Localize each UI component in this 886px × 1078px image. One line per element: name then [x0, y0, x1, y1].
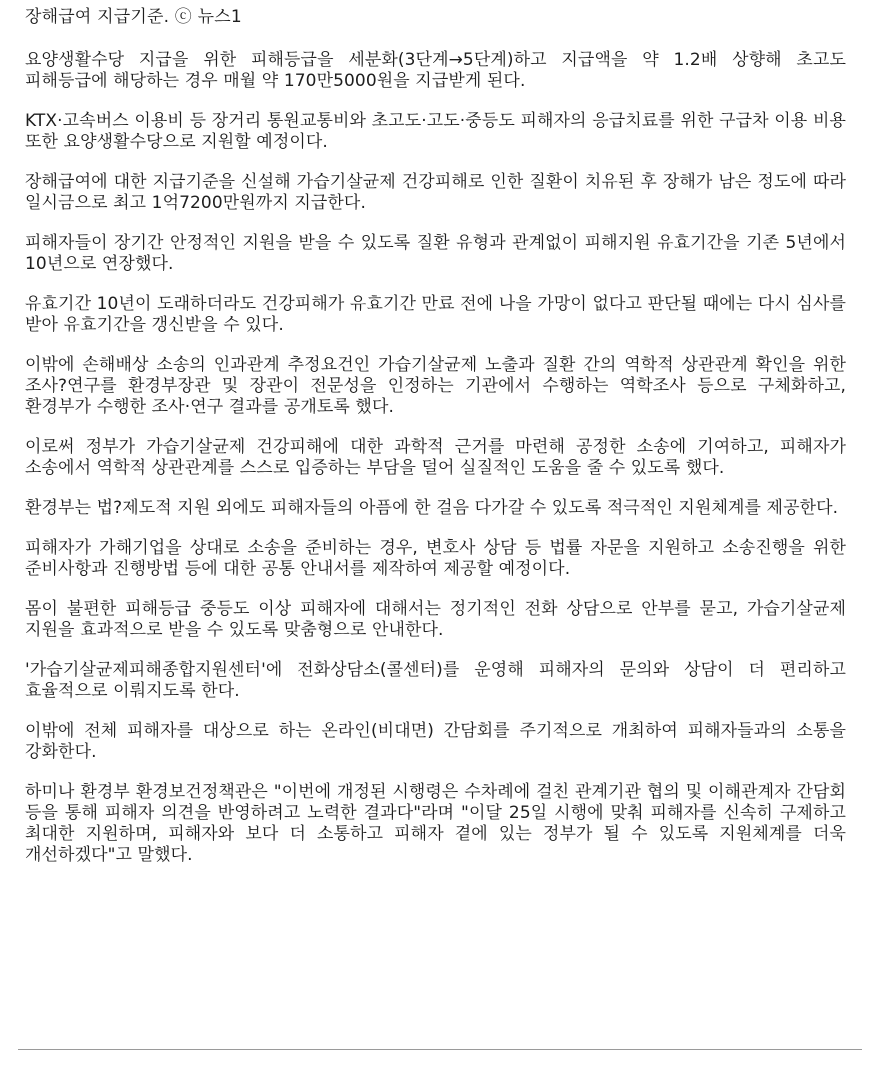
paragraph-8: 환경부는 법?제도적 지원 외에도 피해자들의 아픔에 한 걸음 다가갈 수 있도록 적극적인 지원체계를 제공한다. — [25, 498, 839, 518]
paragraph-3: 장해급여에 대한 지급기준을 신설해 가습기살균제 건강피해로 인한 질환이 치유된 후 장해가 남은 정도에 따라 일시금으로 최고 1억7200만원까지 지급한다. — [25, 172, 846, 213]
paragraph-1: 요양생활수당 지급을 위한 피해등급을 세분화(3단계→5단계)하고 지급액을 약 1.2배 상향해 초고도 피해등급에 해당하는 경우 매월 약 170만5000원을 지급받게 된다. — [25, 50, 846, 91]
paragraph-12: 이밖에 전체 피해자를 대상으로 하는 온라인(비대면) 간담회를 주기적으로 개최하여 피해자들과의 소통을 강화한다. — [25, 721, 846, 762]
bottom-divider — [18, 1049, 862, 1050]
image-caption: 장해급여 지급기준. ⓒ 뉴스1 — [25, 7, 242, 27]
paragraph-7: 이로써 정부가 가습기살균제 건강피해에 대한 과학적 근거를 마련해 공정한 소송에 기여하고, 피해자가 소송에서 역학적 상관관계를 스스로 입증하는 부담을 덜어 실질적인 도움을 줄 수 있도록 했다. — [25, 437, 846, 478]
paragraph-5: 유효기간 10년이 도래하더라도 건강피해가 유효기간 만료 전에 나을 가망이 없다고 판단될 때에는 다시 심사를 받아 유효기간을 갱신받을 수 있다. — [25, 294, 846, 335]
paragraph-13: 하미나 환경부 환경보건정책관은 "이번에 개정된 시행령은 수차례에 걸친 관계기관 협의 및 이해관계자 간담회 등을 통해 피해자 의견을 반영하려고 노력한 결과다"라며 "이달 25일 시행에 맞춰 피해자를 신속히 구제하고 최대한 지원하며, 피해자와 보다 더 소통하고 피해자 곁에 있는 정부가 될 수 있도록 지원체계를 더욱 개선하겠다"고 말했다. — [25, 782, 846, 865]
paragraph-4: 피해자들이 장기간 안정적인 지원을 받을 수 있도록 질환 유형과 관계없이 피해지원 유효기간을 기존 5년에서 10년으로 연장했다. — [25, 233, 846, 274]
paragraph-11: '가습기살균제피해종합지원센터'에 전화상담소(콜센터)를 운영해 피해자의 문의와 상담이 더 편리하고 효율적으로 이뤄지도록 한다. — [25, 660, 846, 701]
paragraph-2: KTX·고속버스 이용비 등 장거리 통원교통비와 초고도·고도·중등도 피해자의 응급치료를 위한 구급차 이용 비용 또한 요양생활수당으로 지원할 예정이다. — [25, 111, 846, 152]
paragraph-9: 피해자가 가해기업을 상대로 소송을 준비하는 경우, 변호사 상담 등 법률 자문을 지원하고 소송진행을 위한 준비사항과 진행방법 등에 대한 공통 안내서를 제작하여 제공할 예정이다. — [25, 538, 846, 579]
paragraph-6: 이밖에 손해배상 소송의 인과관계 추정요건인 가습기살균제 노출과 질환 간의 역학적 상관관계 확인을 위한 조사?연구를 환경부장관 및 장관이 전문성을 인정하는 기관에서 수행하는 역학조사 등으로 구체화하고, 환경부가 수행한 조사·연구 결과를 공개토록 했다. — [25, 355, 846, 417]
paragraph-10: 몸이 불편한 피해등급 중등도 이상 피해자에 대해서는 정기적인 전화 상담으로 안부를 묻고, 가습기살균제 지원을 효과적으로 받을 수 있도록 맞춤형으로 안내한다. — [25, 599, 846, 640]
